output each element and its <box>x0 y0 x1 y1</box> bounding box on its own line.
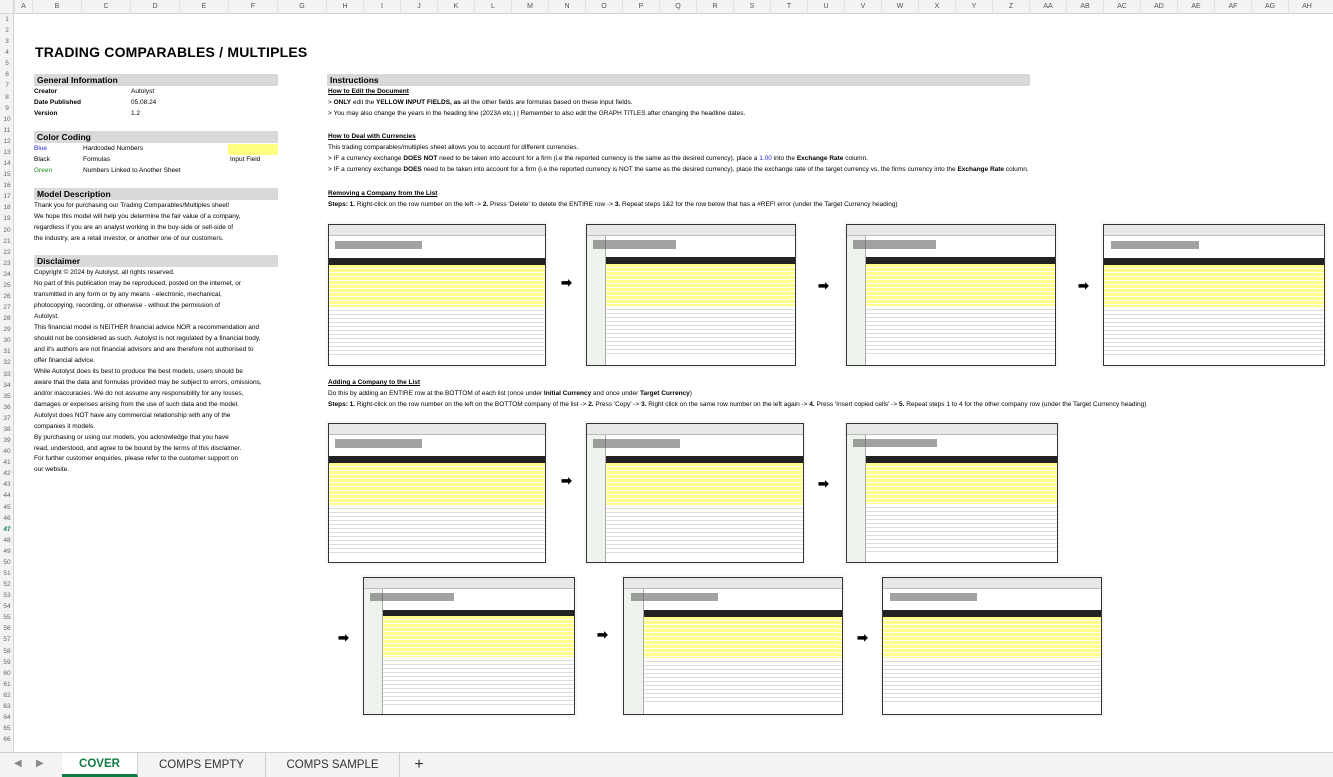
column-header-cell[interactable]: C <box>81 0 130 14</box>
row-number[interactable]: 35 <box>3 392 11 400</box>
row-number[interactable]: 37 <box>3 414 11 422</box>
row-number[interactable]: 34 <box>3 381 11 389</box>
input-field-label: Input Field <box>230 156 261 163</box>
screenshot-remove-3 <box>844 222 1058 368</box>
creator-value[interactable]: Autolyst <box>131 88 155 95</box>
add-steps: Steps: 1. Right-click on the row number on the left on the BOTTOM company of the list -> 2. Press 'Copy' -> 3. Right click on the same row number on the left again -> 4. Press 'Insert copied cells' -> 5. Repeat steps 1 to 4 for the other company row (under the Target Currency heading) <box>328 401 1147 408</box>
row-number[interactable]: 16 <box>3 182 11 190</box>
disclaimer-line: should not be considered as such. Autolyst is not regulated by a financial body, <box>34 334 261 342</box>
disclaimer-line: aware that the data and formulas provided may be subject to errors, omissions, <box>34 378 262 386</box>
column-header-cell[interactable]: L <box>474 0 511 14</box>
row-number[interactable]: 29 <box>3 326 11 334</box>
row-number[interactable]: 42 <box>3 470 11 478</box>
arrow-icon: ➡ <box>338 630 349 645</box>
row-number[interactable]: 46 <box>3 514 11 522</box>
row-number[interactable]: 32 <box>3 359 11 367</box>
row-number[interactable]: 44 <box>3 492 11 500</box>
arrow-icon: ➡ <box>818 278 829 293</box>
disclaimer-line: companies it models. <box>34 422 96 430</box>
disclaimer-line: While Autolyst does its best to produce the best models, users should be <box>34 367 243 375</box>
column-header-cell[interactable]: G <box>277 0 326 14</box>
row-number[interactable]: 2 <box>5 27 9 35</box>
disclaimer-line: damages or expenses arising from the use of such data and the model. <box>34 400 239 408</box>
black-desc: Formulas <box>83 156 111 163</box>
column-header-cell[interactable]: U <box>807 0 844 14</box>
date-label: Date Published <box>34 99 81 106</box>
blue-label: Blue <box>34 145 48 152</box>
column-header-cell[interactable]: D <box>130 0 179 14</box>
row-number[interactable]: 19 <box>3 215 11 223</box>
column-header-cell[interactable]: AC <box>1103 0 1140 14</box>
column-header-cell[interactable]: V <box>844 0 881 14</box>
add-line-1: Do this by adding an ENTIRE row at the BOTTOM of each list (once under Initial Currency and once under Target Currency) <box>328 390 692 397</box>
row-number[interactable]: 30 <box>3 337 11 345</box>
disclaimer-line: our website. <box>34 466 70 474</box>
column-header-cell[interactable]: Y <box>955 0 992 14</box>
disclaimer-line: Copyright © 2024 by Autolyst, all rights reserved. <box>34 269 175 276</box>
input-field-swatch[interactable] <box>228 144 278 155</box>
column-header-cell[interactable]: B <box>32 0 81 14</box>
row-number[interactable]: 65 <box>3 725 11 733</box>
disclaimer-header: Disclaimer <box>34 255 278 267</box>
row-number[interactable]: 39 <box>3 437 11 445</box>
row-number[interactable]: 59 <box>3 658 11 666</box>
column-header-cell[interactable]: Z <box>992 0 1029 14</box>
disclaimer-line: offer financial advice. <box>34 356 95 364</box>
column-header-cell[interactable]: AA <box>1029 0 1066 14</box>
row-number[interactable]: 22 <box>3 248 11 256</box>
screenshot-add-6 <box>880 575 1104 717</box>
next-sheet-icon[interactable]: ▶ <box>36 758 44 769</box>
model_description-line: Thank you for purchasing our Trading Comparables/Multiples sheet! <box>34 202 230 209</box>
column-header-cell[interactable]: R <box>696 0 733 14</box>
disclaimer-line: Autolyst does NOT have any commercial relationship with any of the <box>34 411 231 419</box>
screenshot-add-5 <box>621 575 845 717</box>
row-number[interactable]: 33 <box>3 370 11 378</box>
edit-line-2: > You may also change the years in the heading line (2023A etc.) | Remember to also edit the GRAPH TITLES after changing the headline dates. <box>328 110 746 117</box>
green-label: Green <box>34 167 53 174</box>
column-header-cell[interactable]: Q <box>659 0 696 14</box>
screenshot-add-4 <box>361 575 577 717</box>
disclaimer-line: Autolyst. <box>34 312 59 320</box>
row-number[interactable]: 40 <box>3 448 11 456</box>
column-header-cell[interactable]: K <box>437 0 474 14</box>
version-value[interactable]: 1.2 <box>131 110 141 117</box>
row-number[interactable]: 15 <box>3 171 11 179</box>
column-header-cell[interactable]: M <box>511 0 548 14</box>
remove-steps: Steps: 1. Right-click on the row number on the left -> 2. Press 'Delete' to delete the ENTIRE row -> 3. Repeat steps 1&2 for the row below that has a #REF! error (under the Target Currency heading) <box>328 201 898 208</box>
column-header-cell[interactable]: AG <box>1251 0 1288 14</box>
row-number[interactable]: 6 <box>5 71 9 79</box>
arrow-icon: ➡ <box>561 275 572 290</box>
disclaimer-line: and it's authors are not financial advisors and are therefore not authorised to <box>34 345 254 353</box>
column-header-cell[interactable]: S <box>733 0 770 14</box>
row-number[interactable]: 18 <box>3 204 11 212</box>
screenshot-remove-2 <box>584 222 798 368</box>
column-header-cell[interactable]: AE <box>1177 0 1214 14</box>
add-sheet-button[interactable]: + <box>414 756 424 773</box>
row-number[interactable]: 20 <box>3 226 11 234</box>
arrow-icon: ➡ <box>597 627 608 642</box>
row-number[interactable]: 27 <box>3 304 11 312</box>
arrow-icon: ➡ <box>818 476 829 491</box>
disclaimer-line: and/or inaccuracies. We do not assume any responsibility for any losses, <box>34 389 244 397</box>
row-number[interactable]: 66 <box>3 736 11 744</box>
row-number[interactable]: 48 <box>3 536 11 544</box>
model-description-header: Model Description <box>34 188 278 200</box>
add-heading: Adding a Company to the List <box>328 379 421 386</box>
row-number[interactable]: 36 <box>3 403 11 411</box>
column-header-cell[interactable]: AB <box>1066 0 1103 14</box>
row-header <box>0 14 14 752</box>
row-number[interactable]: 28 <box>3 315 11 323</box>
row-number[interactable]: 62 <box>3 691 11 699</box>
row-number[interactable]: 1 <box>5 16 9 23</box>
column-header-cell[interactable]: A <box>14 0 32 14</box>
remove-heading: Removing a Company from the List <box>328 190 438 197</box>
column-header-cell[interactable]: F <box>228 0 277 14</box>
column-header-cell[interactable]: O <box>585 0 622 14</box>
model_description-line: regardless if you are an analyst working in the buy-side or sell-side of <box>34 223 234 231</box>
disclaimer-line: read, understood, and agree to be bound by the terms of this disclaimer. <box>34 444 242 452</box>
row-number[interactable]: 50 <box>3 558 11 566</box>
row-number[interactable]: 51 <box>3 570 11 577</box>
blue-desc: Hardcoded Numbers <box>83 145 143 152</box>
screenshot-add-1 <box>326 421 548 565</box>
model_description-line: We hope this model will help you determine the fair value of a company, <box>34 212 241 220</box>
column-header-cell[interactable]: AH <box>1288 0 1325 14</box>
general-info-header: General Information <box>34 74 278 86</box>
column-header-cell[interactable]: AF <box>1214 0 1251 14</box>
row-number[interactable]: 25 <box>3 281 11 289</box>
row-number[interactable]: 45 <box>3 503 11 511</box>
row-number[interactable]: 61 <box>3 680 11 688</box>
row-number[interactable]: 12 <box>3 137 11 145</box>
row-number[interactable]: 60 <box>3 669 11 677</box>
column-header-cell[interactable]: P <box>622 0 659 14</box>
row-number[interactable]: 55 <box>3 614 11 622</box>
screenshot-add-3 <box>844 421 1060 565</box>
currency-line-3: > IF a currency exchange DOES need to be taken into account for a firm (i.e the reported currency is NOT the same as the desired currency), place the exchange rate of the target currency vs. the firms currency into the Exchange Rate column. <box>328 166 1029 173</box>
column-header-cell[interactable]: H <box>326 0 363 14</box>
currency-line-1: This trading comparables/multiples sheet allows you to account for different currencies. <box>328 144 579 151</box>
tab-cover[interactable]: COVER <box>62 753 138 777</box>
edit-heading: How to Edit the Document <box>328 88 409 95</box>
color-coding-header: Color Coding <box>34 131 278 143</box>
row-number[interactable]: 63 <box>3 702 11 710</box>
disclaimer-line: photocopying, recording, or otherwise - without the permission of <box>34 301 221 309</box>
row-number[interactable]: 64 <box>3 714 11 722</box>
row-number[interactable]: 26 <box>3 293 11 300</box>
instructions-header: Instructions <box>327 74 1030 86</box>
column-header-cell[interactable]: J <box>400 0 437 14</box>
arrow-icon: ➡ <box>857 630 868 645</box>
row-number[interactable]: 5 <box>5 60 9 68</box>
column-header-cell[interactable]: AD <box>1140 0 1177 14</box>
row-number[interactable]: 49 <box>3 547 11 555</box>
row-number[interactable]: 41 <box>3 459 11 467</box>
row-number[interactable]: 10 <box>3 115 11 123</box>
sheet-area <box>14 14 1333 752</box>
currency-line-2: > IF a currency exchange DOES NOT need to be taken into account for a firm (i.e the reported currency is the same as the desired currency), place a 1.00 into the Exchange Rate column. <box>328 155 868 162</box>
disclaimer-line: transmitted in any form or by any means - electronic, mechanical, <box>34 290 222 298</box>
screenshot-remove-4 <box>1101 222 1327 368</box>
edit-line-1: > ONLY edit the YELLOW INPUT FIELDS, as all the other fields are formulas based on these input fields. <box>328 99 633 106</box>
row-number[interactable]: 43 <box>3 481 11 489</box>
green-desc: Numbers Linked to Another Sheet <box>83 167 181 174</box>
row-number[interactable]: 24 <box>3 270 11 278</box>
screenshot-remove-1 <box>326 222 548 368</box>
row-number[interactable]: 17 <box>3 193 11 201</box>
row-number[interactable]: 13 <box>3 148 11 156</box>
creator-label: Creator <box>34 88 58 95</box>
column-header-cell[interactable]: E <box>179 0 228 14</box>
row-number[interactable]: 4 <box>5 49 9 57</box>
prev-sheet-icon[interactable]: ◀ <box>14 758 22 769</box>
row-number[interactable]: 47 <box>3 525 11 533</box>
row-number[interactable]: 23 <box>3 259 11 267</box>
black-label: Black <box>34 156 50 163</box>
disclaimer-line: For further customer enquiries, please refer to the customer support on <box>34 455 239 463</box>
version-label: Version <box>34 110 58 117</box>
row-number[interactable]: 58 <box>3 647 11 655</box>
page-title: TRADING COMPARABLES / MULTIPLES <box>35 44 308 60</box>
row-number[interactable]: 7 <box>5 82 9 90</box>
arrow-icon: ➡ <box>561 473 572 488</box>
column-header-cell[interactable]: N <box>548 0 585 14</box>
disclaimer-line: This financial model is NEITHER financial advice NOR a recommendation and <box>34 323 260 331</box>
row-number[interactable]: 57 <box>3 636 11 644</box>
arrow-icon: ➡ <box>1078 278 1089 293</box>
row-number[interactable]: 8 <box>5 93 9 101</box>
row-number[interactable]: 14 <box>3 160 11 168</box>
select-all-corner[interactable] <box>0 0 14 14</box>
row-number[interactable]: 31 <box>3 348 11 356</box>
row-number[interactable]: 54 <box>3 603 11 611</box>
tab-comps-empty[interactable]: COMPS EMPTY <box>138 753 266 777</box>
row-number[interactable]: 53 <box>3 592 11 600</box>
row-number[interactable]: 21 <box>3 237 11 245</box>
column-header-cell[interactable]: T <box>770 0 807 14</box>
row-number[interactable]: 52 <box>3 581 11 589</box>
column-header-cell[interactable]: X <box>918 0 955 14</box>
row-number[interactable]: 3 <box>5 38 9 46</box>
column-header-cell[interactable]: I <box>363 0 400 14</box>
row-number[interactable]: 38 <box>3 425 11 433</box>
row-number[interactable]: 11 <box>3 126 11 134</box>
sheet-tab-bar <box>0 752 1333 777</box>
screenshot-add-2 <box>584 421 806 565</box>
row-number[interactable]: 9 <box>5 104 9 112</box>
model_description-line: the industry, are a retail investor, or another one of our customers. <box>34 234 224 242</box>
row-number[interactable]: 56 <box>3 625 11 633</box>
disclaimer-line: No part of this publication may be reproduced, posted on the internet, or <box>34 279 242 287</box>
disclaimer-line: By purchasing or using our models, you acknowledge that you have <box>34 433 229 441</box>
currency-heading: How to Deal with Currencies <box>328 133 416 140</box>
tab-comps-sample[interactable]: COMPS SAMPLE <box>266 753 400 777</box>
column-header-cell[interactable]: W <box>881 0 918 14</box>
date-value[interactable]: 05.08.24 <box>131 99 157 106</box>
column-header <box>0 0 1333 14</box>
